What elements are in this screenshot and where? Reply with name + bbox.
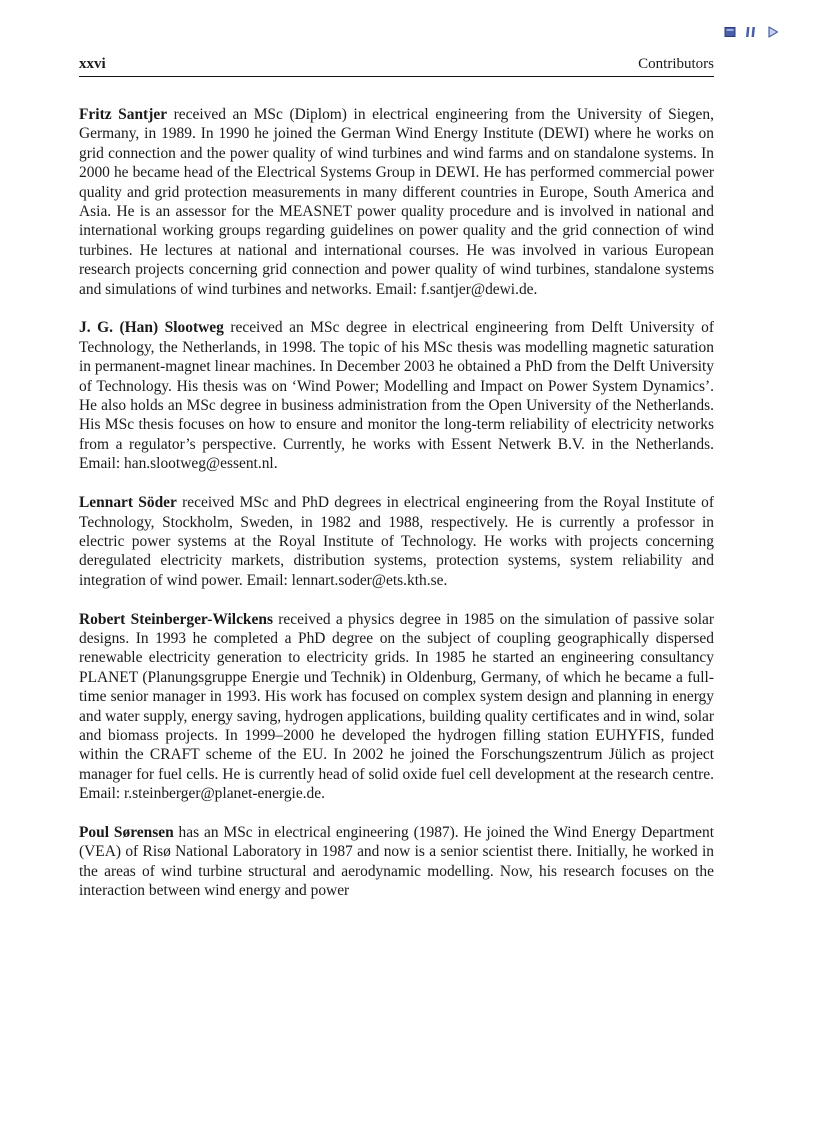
contributor-entry [79, 493, 714, 590]
contributor-name: Lennart Söder [79, 494, 177, 512]
pause-button[interactable] [745, 26, 758, 38]
contributor-name: J. G. (Han) Slootweg [79, 319, 224, 337]
next-arrow-icon [767, 26, 779, 38]
contributor-bio: has an MSc in electrical engineering (1987). He joined the Wind Energy Department (VEA) of Risø National Laboratory in 1987 and now is a senior scientist there. Initially, he worked in the areas of wind turbine structural and aerodynamic modelling. Now, his research focuses on the interaction between wind energy and power [79, 823, 714, 900]
page-button[interactable] [724, 26, 736, 38]
contributors-list [79, 105, 714, 920]
contributor-name: Poul Sørensen [79, 823, 174, 841]
contributor-entry [79, 610, 714, 804]
contributor-name: Fritz Santjer [79, 106, 168, 123]
next-page-button[interactable] [767, 26, 779, 38]
section-title: Contributors [638, 56, 714, 72]
running-header [79, 56, 714, 77]
page-icon [724, 26, 736, 38]
contributor-entry [79, 105, 714, 299]
contributor-bio: received MSc and PhD degrees in electrical engineering from the Royal Institute of Technology, Stockholm, Sweden, in 1982 and 1988, respectively. He is currently a professor in electric power systems at the Royal Institute of Technology. He works with projects concerning deregulated electricity markets, distribution systems, protection systems, system reliability and integration of wind power. Email: lennart.​soder@ets.kth.se. [79, 494, 715, 589]
pause-icon [745, 26, 758, 38]
contributor-bio: received an MSc (Diplom) in electrical engineering from the University of Siegen, Germany, in 1989. In 1990 he joined the German Wind Energy Institute (DEWI) where he works on grid connection and the power quality of wind turbines and wind farms and on standalone systems. In 2000 he became head of the Electrical Systems Group in DEWI. He has performed commercial power quality and grid protection measurements in many different countries in Europe, South America and Asia. He is an assessor for the MEASNET power quality procedure and is involved in national and international working groups regarding guidelines on power quality and the grid connection of wind turbines. He lectures at national and international courses. He was involved in various European research projects concerning grid connection and power quality of wind turbines, standalone systems and simulations of wind turbines and networks. Email: f.santjer@dewi.de. [79, 106, 714, 298]
contributor-bio: received a physics degree in 1985 on the simulation of passive solar designs. In 1993 he completed a PhD degree on the subject of coupling geographically dispersed renewable electricity generation to electricity grids. In 1985 he started an engineering consultancy PLANET (Planungsgruppe Energie und Technik) in Oldenburg, Germany, of which he became a full-time senior manager in 1993. His work has focused on complex system design and planning in energy and water supply, energy saving, hydrogen applications, building quality certificates and in wind, solar and biomass projects. In 1999–2000 he developed the hydrogen filling station EUHYFIS, funded within the CRAFT scheme of the EU. In 2002 he joined the Forschungszentrum Jülich as project manager for fuel cells. He is currently head of solid oxide fuel cell development at the research centre. Email: r.steinberger@planet-energie.de. [79, 610, 714, 803]
page-number: xxvi [79, 56, 106, 72]
contributor-entry [79, 318, 714, 473]
viewer-navigation [724, 24, 794, 40]
contributor-name: Robert Steinberger-Wilckens [79, 610, 273, 628]
contributor-bio: received an MSc degree in electrical engineering from Delft University of Technology, the Netherlands, in 1998. The topic of his MSc thesis was modelling magnetic saturation in permanent-magnet linear machines. In December 2003 he obtained a PhD from the Delft University of Technology. His thesis was on ‘Wind Power; Modelling and Impact on Power System Dynamics’. He also holds an MSc degree in business administration from the Open University of the Netherlands. His MSc thesis focuses on how to ensure and monitor the long-term reliability of electricity networks from a regulator’s perspective. Currently, he works with Essent Netwerk B.V. in the Netherlands. Email: han.slootweg@essent.nl. [79, 319, 714, 473]
contributor-entry [79, 823, 714, 901]
